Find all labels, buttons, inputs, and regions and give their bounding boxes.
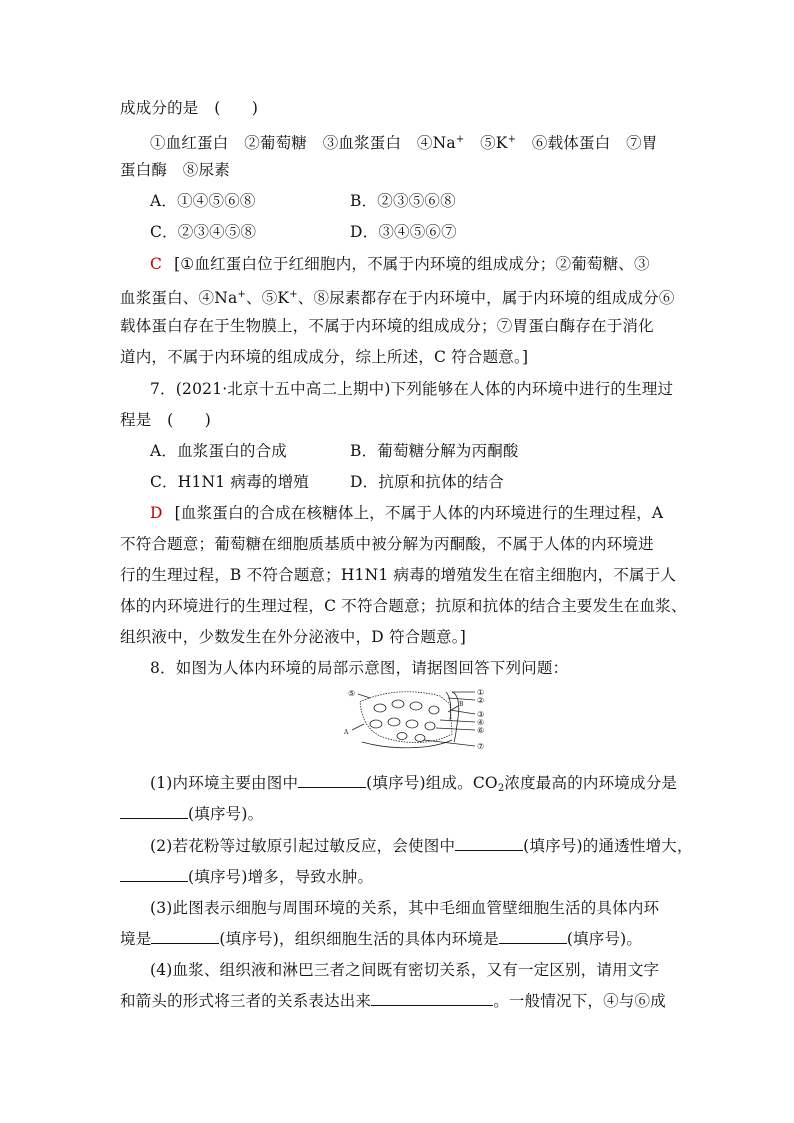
diagram-label: ④ [477,718,485,727]
diagram-label: ① [477,688,485,697]
diagram-label: ② [477,696,485,705]
q6-explanation-line4: 道内，不属于内环境的组成成分，综上所述，C 符合题意。] [120,348,529,366]
diagram-label: B [459,701,464,708]
q7-options-ab [150,441,680,461]
q7-stem-line2: 程是 ( ) [120,411,211,429]
answer-blank[interactable] [371,991,493,1006]
q6-explanation-line3: 载体蛋白存在于生物膜上，不属于内环境的组成成分；⑦胃蛋白酶存在于消化 [120,317,654,335]
q7-explanation-line2: 不符合题意；葡萄糖在细胞质基质中被分解为丙酮酸，不属于人体的内环境进 [120,535,654,553]
q7-answer: D [150,504,163,522]
answer-blank[interactable] [455,836,523,851]
q6-items-line1: ①血红蛋白 ②葡萄糖 ③血浆蛋白 ④Na+ ⑤K+ ⑥载体蛋白 ⑦胃 [150,134,658,152]
q8-part4-line2: 和箭头的形式将三者的关系表达出来 。一般情况下，④与⑥成 [120,992,666,1010]
q8-part3-line1: (3)此图表示细胞与周围环境的关系，其中毛细血管壁细胞生活的具体内环 [150,899,660,917]
q7-explanation-line3: 行的生理过程，B 不符合题意；H1N1 病毒的增殖发生在宿主细胞内，不属于人 [120,566,677,584]
q7-explanation-line1: D [血浆蛋白的合成在核糖体上，不属于人体的内环境进行的生理过程，A [150,504,664,522]
diagram-label: ⑤ [348,689,356,698]
q7-stem-line1: 7．(2021·北京十五中高二上期中)下列能够在人体的内环境中进行的生理过 [150,380,674,398]
q7-explanation-line4: 体的内环境进行的生理过程，C 不符合题意；抗原和抗体的结合主要发生在血浆、 [120,597,687,615]
q8-part1-line1: (1)内环境主要由图中 (填序号)组成。$CO_2$浓度最高的内环境成分是 [150,774,678,794]
q6-option-c: C．②③④⑤⑧ [150,223,257,241]
answer-blank[interactable] [120,804,188,819]
q8-part3-line2: 境是 (填序号)，组织细胞生活的具体内环境是 (填序号)。 [120,930,643,948]
q7-option-d: D．抗原和抗体的结合 [350,473,504,491]
q6-items-line2: 蛋白酶 ⑧尿素 [120,161,230,179]
diagram-label: A [344,729,349,736]
diagram-label: ⑦ [477,742,485,751]
diagram-label: ⑥ [477,726,485,735]
answer-blank[interactable] [120,867,188,882]
q7-option-a: A．血浆蛋白的合成 [150,442,287,460]
q6-answer: C [150,255,163,273]
q8-stem: 8．如图为人体内环境的局部示意图，请据图回答下列问题： [150,659,569,677]
q6-explanation-line1: C [①血红蛋白位于红细胞内，不属于内环境的组成成分；②葡萄糖、③ [150,255,650,273]
q6-options-ab [150,191,680,211]
q7-explanation-line5: 组织液中，少数发生在外分泌液中，D 符合题意。] [120,628,466,646]
q6-option-b: B．②③⑤⑥⑧ [350,192,456,210]
answer-blank[interactable] [499,929,567,944]
answer-blank[interactable] [151,929,219,944]
diagram-label: ③ [477,710,485,719]
q6-option-a: A．①④⑤⑥⑧ [150,192,256,210]
q8-part4-line1: (4)血浆、组织液和淋巴三者之间既有密切关系，又有一定区别，请用文字 [150,961,660,979]
q7-options-cd [150,472,680,492]
q8-part2-line2: (填序号)增多，导致水肿。 [120,867,680,887]
q7-option-b: B．葡萄糖分解为丙酮酸 [350,442,519,460]
answer-blank[interactable] [298,773,366,788]
q6-option-d: D．③④⑤⑥⑦ [350,223,457,241]
q8-part1-line2: (填序号)。 [120,804,680,824]
internal-environment-diagram [340,684,490,756]
q6-stem-tail: 成成分的是 ( ) [120,99,259,117]
q6-explanation-line2: 血浆蛋白、④Na+、⑤K+、⑧尿素都存在于内环境中，属于内环境的组成成分⑥ [120,289,675,307]
q8-part2-line1: (2)若花粉等过敏原引起过敏反应，会使图中 (填序号)的通透性增大， [150,837,693,855]
q6-options-cd [150,222,680,242]
q7-option-c: C．H1N1 病毒的增殖 [150,473,309,491]
